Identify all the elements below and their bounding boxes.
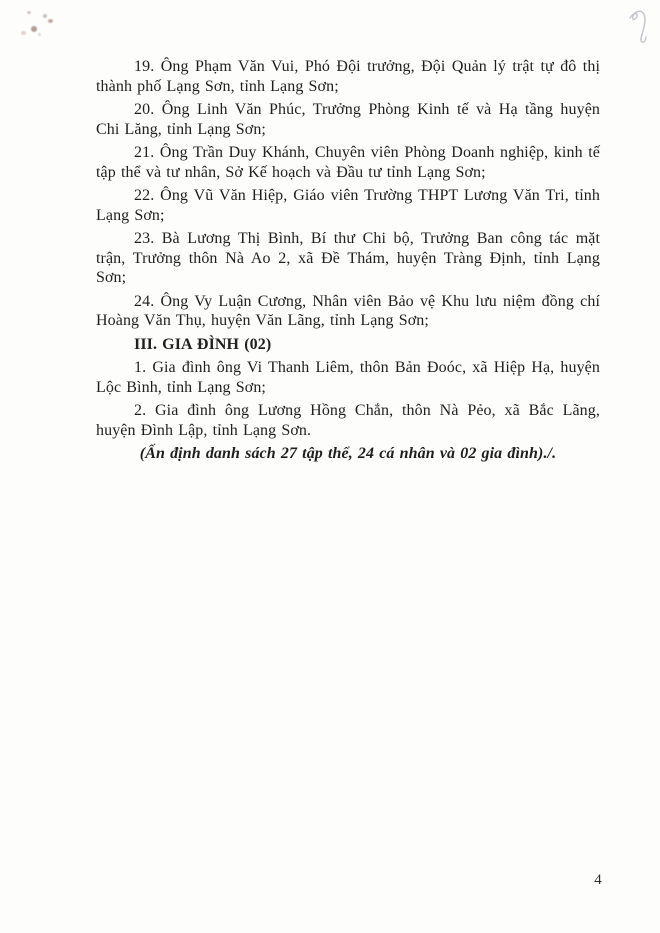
list-item-23: 23. Bà Lương Thị Bình, Bí thư Chi bộ, Trưởng Ban công tác mặt trận, Trưởng thôn Nà Ao 2, xã Đề Thám, huyện Tràng Định, tỉnh Lạng Sơn; [96,230,600,286]
summary-line: (Ấn định danh sách 27 tập thể, 24 cá nhân và 02 gia đình)./. [139,445,557,462]
family-item-1: 1. Gia đình ông Vi Thanh Liêm, thôn Bản Đoóc, xã Hiệp Hạ, huyện Lộc Bình, tỉnh Lạng Sơn; [96,359,600,396]
scan-speck [38,33,41,36]
scan-speck [43,14,47,18]
list-item-21: 21. Ông Trần Duy Khánh, Chuyên viên Phòng Doanh nghiệp, kinh tế tập thể và tư nhân, Sở Kế hoạch và Đầu tư tỉnh Lạng Sơn; [96,144,600,181]
list-item-19: 19. Ông Phạm Văn Vui, Phó Đội trưởng, Đội Quản lý trật tự đô thị thành phố Lạng Sơn, tỉnh Lạng Sơn; [96,58,600,95]
pen-scribble-mark [624,4,656,48]
scan-speck [27,11,31,14]
scan-speck [21,31,26,35]
document-body [96,57,600,468]
list-item-22: 22. Ông Vũ Văn Hiệp, Giáo viên Trường THPT Lương Văn Tri, tỉnh Lạng Sơn; [96,187,600,224]
scan-speck [31,26,37,32]
list-item-24: 24. Ông Vy Luận Cương, Nhân viên Bảo vệ Khu lưu niệm đồng chí Hoàng Văn Thụ, huyện Văn Lãng, tỉnh Lạng Sơn; [96,292,600,329]
list-item-20: 20. Ông Linh Văn Phúc, Trưởng Phòng Kinh tế và Hạ tầng huyện Chi Lăng, tỉnh Lạng Sơn; [96,101,600,138]
page-number: 4 [594,872,602,888]
section-heading-gia-dinh: III. GIA ĐÌNH (02) [134,335,272,353]
family-item-2: 2. Gia đình ông Lương Hồng Chắn, thôn Nà Pẻo, xã Bắc Lãng, huyện Đình Lập, tỉnh Lạng Sơn. [96,402,600,439]
scan-speck [48,19,53,23]
